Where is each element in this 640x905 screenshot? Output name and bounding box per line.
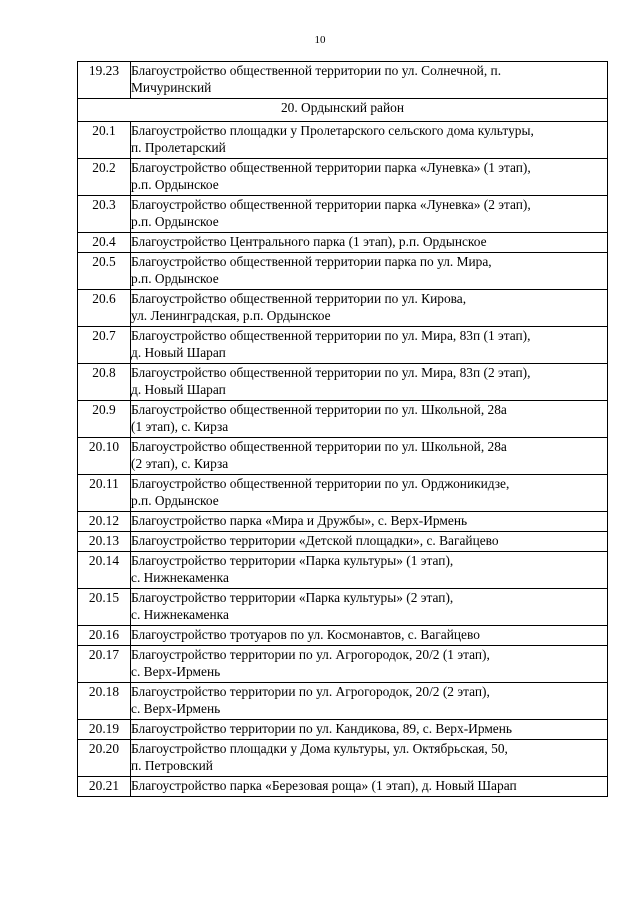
table-row <box>78 512 608 532</box>
item-description <box>131 253 608 290</box>
item-description <box>131 196 608 233</box>
table-row <box>78 683 608 720</box>
section-title: 20. Ордынский район <box>78 99 608 122</box>
item-number: 20.8 <box>78 364 131 401</box>
table-row <box>78 196 608 233</box>
description-line: с. Верх-Ирмень <box>131 664 221 679</box>
description-line: Благоустройство общественной территории парка «Луневка» (2 этап), <box>131 197 531 212</box>
table-row <box>78 233 608 253</box>
item-number: 20.20 <box>78 740 131 777</box>
item-number: 20.21 <box>78 777 131 797</box>
description-line: Благоустройство территории «Детской площадки», с. Вагайцево <box>131 533 499 548</box>
table-row <box>78 740 608 777</box>
item-number: 20.14 <box>78 552 131 589</box>
table-row <box>78 777 608 797</box>
item-description <box>131 683 608 720</box>
item-number: 20.7 <box>78 327 131 364</box>
item-number: 20.6 <box>78 290 131 327</box>
table-row <box>78 720 608 740</box>
item-description <box>131 777 608 797</box>
description-line: Благоустройство территории по ул. Агрогородок, 20/2 (2 этап), <box>131 684 490 699</box>
item-description <box>131 159 608 196</box>
description-line: Благоустройство площадки у Дома культуры, ул. Октябрьская, 50, <box>131 741 508 756</box>
projects-table <box>77 61 608 797</box>
item-number: 20.16 <box>78 626 131 646</box>
item-description <box>131 720 608 740</box>
description-line: Благоустройство тротуаров по ул. Космонавтов, с. Вагайцево <box>131 627 480 642</box>
item-number: 20.9 <box>78 401 131 438</box>
table-row <box>78 475 608 512</box>
table-row <box>78 589 608 626</box>
item-description <box>131 438 608 475</box>
description-line: р.п. Ордынское <box>131 493 219 508</box>
projects-table-body <box>78 62 608 797</box>
description-line: Благоустройство территории «Парка культуры» (1 этап), <box>131 553 454 568</box>
item-description <box>131 475 608 512</box>
item-description <box>131 740 608 777</box>
item-description <box>131 122 608 159</box>
table-row <box>78 159 608 196</box>
description-line: Благоустройство общественной территории по ул. Кирова, <box>131 291 467 306</box>
table-row <box>78 364 608 401</box>
item-number: 20.5 <box>78 253 131 290</box>
item-description <box>131 401 608 438</box>
description-line: Благоустройство территории по ул. Кандикова, 89, с. Верх-Ирмень <box>131 721 513 736</box>
description-line: (1 этап), с. Кирза <box>131 419 229 434</box>
description-line: Благоустройство общественной территории по ул. Школьной, 28а <box>131 402 507 417</box>
description-line: с. Нижнекаменка <box>131 570 229 585</box>
table-row <box>78 646 608 683</box>
description-line: с. Нижнекаменка <box>131 607 229 622</box>
item-number: 20.10 <box>78 438 131 475</box>
item-number: 19.23 <box>78 62 131 99</box>
item-number: 20.17 <box>78 646 131 683</box>
table-row <box>78 122 608 159</box>
description-line: Мичуринский <box>131 80 212 95</box>
item-description <box>131 589 608 626</box>
description-line: п. Петровский <box>131 758 213 773</box>
item-description <box>131 364 608 401</box>
description-line: п. Пролетарский <box>131 140 226 155</box>
description-line: Благоустройство территории по ул. Агрогородок, 20/2 (1 этап), <box>131 647 490 662</box>
item-number: 20.1 <box>78 122 131 159</box>
item-description <box>131 646 608 683</box>
item-description <box>131 532 608 552</box>
table-row <box>78 62 608 99</box>
description-line: д. Новый Шарап <box>131 382 226 397</box>
section-header-row <box>78 99 608 122</box>
description-line: р.п. Ордынское <box>131 271 219 286</box>
description-line: Благоустройство общественной территории по ул. Школьной, 28а <box>131 439 507 454</box>
description-line: Благоустройство общественной территории по ул. Мира, 83п (2 этап), <box>131 365 531 380</box>
page-number: 10 <box>314 34 326 46</box>
item-number: 20.13 <box>78 532 131 552</box>
description-line: Благоустройство общественной территории парка «Луневка» (1 этап), <box>131 160 531 175</box>
item-number: 20.4 <box>78 233 131 253</box>
item-number: 20.2 <box>78 159 131 196</box>
description-line: Благоустройство парка «Мира и Дружбы», с. Верх-Ирмень <box>131 513 468 528</box>
description-line: с. Верх-Ирмень <box>131 701 221 716</box>
description-line: р.п. Ордынское <box>131 177 219 192</box>
description-line: Благоустройство общественной территории по ул. Солнечной, п. <box>131 63 502 78</box>
description-line: д. Новый Шарап <box>131 345 226 360</box>
item-description <box>131 233 608 253</box>
description-line: Благоустройство общественной территории парка по ул. Мира, <box>131 254 492 269</box>
table-row <box>78 532 608 552</box>
description-line: Благоустройство общественной территории по ул. Мира, 83п (1 этап), <box>131 328 531 343</box>
table-row <box>78 290 608 327</box>
item-description <box>131 626 608 646</box>
table-row <box>78 552 608 589</box>
item-number: 20.19 <box>78 720 131 740</box>
table-row <box>78 438 608 475</box>
item-number: 20.11 <box>78 475 131 512</box>
description-line: ул. Ленинградская, р.п. Ордынское <box>131 308 331 323</box>
description-line: Благоустройство парка «Березовая роща» (1 этап), д. Новый Шарап <box>131 778 517 793</box>
description-line: Благоустройство площадки у Пролетарского сельского дома культуры, <box>131 123 534 138</box>
description-line: Благоустройство Центрального парка (1 этап), р.п. Ордынское <box>131 234 487 249</box>
description-line: р.п. Ордынское <box>131 214 219 229</box>
item-description <box>131 62 608 99</box>
table-row <box>78 626 608 646</box>
item-number: 20.12 <box>78 512 131 532</box>
description-line: Благоустройство территории «Парка культуры» (2 этап), <box>131 590 454 605</box>
item-number: 20.18 <box>78 683 131 720</box>
item-number: 20.3 <box>78 196 131 233</box>
item-description <box>131 327 608 364</box>
table-row <box>78 327 608 364</box>
item-description <box>131 552 608 589</box>
table-row <box>78 253 608 290</box>
item-description <box>131 512 608 532</box>
item-number: 20.15 <box>78 589 131 626</box>
description-line: (2 этап), с. Кирза <box>131 456 229 471</box>
table-row <box>78 401 608 438</box>
description-line: Благоустройство общественной территории по ул. Орджоникидзе, <box>131 476 510 491</box>
item-description <box>131 290 608 327</box>
